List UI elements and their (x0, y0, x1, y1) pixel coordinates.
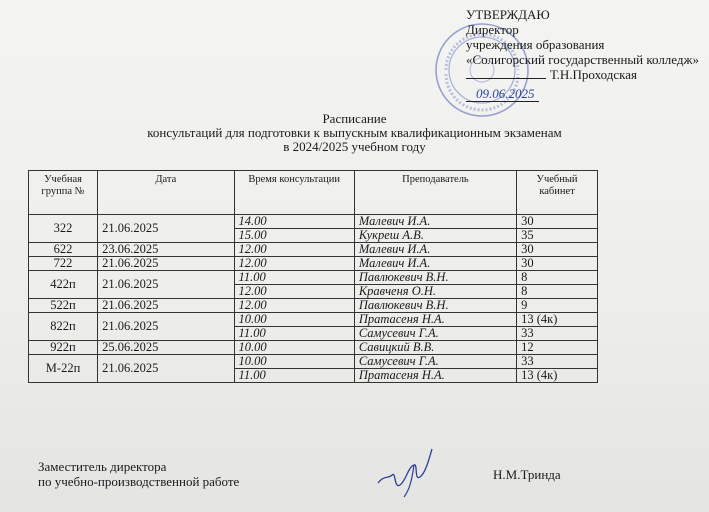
cell-time: 10.00 (234, 313, 354, 327)
header-date: Дата (98, 171, 234, 215)
cell-room: 8 (517, 285, 598, 299)
cell-room: 33 (517, 327, 598, 341)
title-line-1: Расписание (322, 111, 387, 126)
cell-room: 9 (517, 299, 598, 313)
cell-teacher: Малевич И.А. (354, 215, 516, 229)
cell-time: 15.00 (234, 229, 354, 243)
cell-date: 23.06.2025 (98, 243, 234, 257)
cell-group: 722 (29, 257, 98, 271)
cell-date: 21.06.2025 (98, 299, 234, 313)
table-row (29, 243, 598, 257)
cell-date: 21.06.2025 (98, 257, 234, 271)
approval-signature-line (466, 67, 699, 82)
cell-teacher: Кукреш А.В. (354, 229, 516, 243)
header-time: Время консультации (234, 171, 354, 215)
cell-teacher: Пратасеня Н.А. (354, 369, 516, 383)
cell-time: 14.00 (234, 215, 354, 229)
cell-group: 922п (29, 341, 98, 355)
approval-heading: УТВЕРЖДАЮ (466, 7, 550, 22)
table-body (29, 215, 598, 383)
cell-room: 30 (517, 257, 598, 271)
table-row (29, 355, 598, 369)
approval-block (466, 7, 699, 102)
cell-time: 12.00 (234, 243, 354, 257)
cell-group: 322 (29, 215, 98, 243)
cell-teacher: Пратасеня Н.А. (354, 313, 516, 327)
deputy-title-line-2: по учебно-производственной работе (38, 474, 240, 489)
approval-org-line: учреждения образования (466, 37, 605, 52)
deputy-title-line-1: Заместитель директора (38, 459, 167, 474)
table-header-row (29, 171, 598, 215)
cell-teacher: Павлюкевич В.Н. (354, 299, 516, 313)
cell-room: 13 (4к) (517, 369, 598, 383)
cell-teacher: Самусевич Г.А. (354, 327, 516, 341)
title-line-2: консультаций для подготовки к выпускным квалификационным экзаменам (147, 125, 562, 140)
table-row (29, 257, 598, 271)
approval-signer: Т.Н.Проходская (550, 67, 637, 82)
cell-group: 522п (29, 299, 98, 313)
cell-date: 21.06.2025 (98, 313, 234, 341)
approval-date: 09.06.2025 (466, 86, 539, 102)
cell-date: 21.06.2025 (98, 355, 234, 383)
cell-room: 30 (517, 243, 598, 257)
cell-time: 12.00 (234, 285, 354, 299)
cell-time: 11.00 (234, 327, 354, 341)
cell-teacher: Малевич И.А. (354, 257, 516, 271)
cell-room: 35 (517, 229, 598, 243)
approval-org-name: «Солигорский государственный колледж» (466, 52, 699, 67)
table-row (29, 313, 598, 327)
cell-teacher: Самусевич Г.А. (354, 355, 516, 369)
cell-time: 11.00 (234, 271, 354, 285)
cell-room: 13 (4к) (517, 313, 598, 327)
cell-teacher: Павлюкевич В.Н. (354, 271, 516, 285)
cell-teacher: Малевич И.А. (354, 243, 516, 257)
table-row (29, 341, 598, 355)
deputy-title (38, 459, 239, 489)
approval-date-line (466, 86, 699, 102)
cell-teacher: Кравченя О.Н. (354, 285, 516, 299)
header-teacher: Преподаватель (354, 171, 516, 215)
cell-group: 822п (29, 313, 98, 341)
cell-room: 30 (517, 215, 598, 229)
approval-position: Директор (466, 22, 519, 37)
deputy-name: Н.М.Тринда (493, 467, 561, 482)
title-line-3: в 2024/2025 учебном году (283, 139, 426, 154)
header-room: Учебный кабинет (517, 171, 598, 215)
cell-teacher: Савицкий В.В. (354, 341, 516, 355)
cell-time: 12.00 (234, 299, 354, 313)
consultation-schedule-table (28, 170, 598, 383)
deputy-signature (370, 445, 440, 500)
cell-date: 21.06.2025 (98, 271, 234, 299)
cell-time: 10.00 (234, 341, 354, 355)
signature-blank (466, 78, 546, 79)
cell-date: 21.06.2025 (98, 215, 234, 243)
cell-time: 11.00 (234, 369, 354, 383)
cell-time: 12.00 (234, 257, 354, 271)
cell-room: 33 (517, 355, 598, 369)
cell-time: 10.00 (234, 355, 354, 369)
table-row (29, 215, 598, 229)
cell-group: 422п (29, 271, 98, 299)
cell-group: 622 (29, 243, 98, 257)
cell-date: 25.06.2025 (98, 341, 234, 355)
table-row (29, 271, 598, 285)
cell-group: М-22п (29, 355, 98, 383)
table-row (29, 299, 598, 313)
document-title (0, 112, 709, 154)
cell-room: 8 (517, 271, 598, 285)
cell-room: 12 (517, 341, 598, 355)
header-group: Учебная группа № (29, 171, 98, 215)
